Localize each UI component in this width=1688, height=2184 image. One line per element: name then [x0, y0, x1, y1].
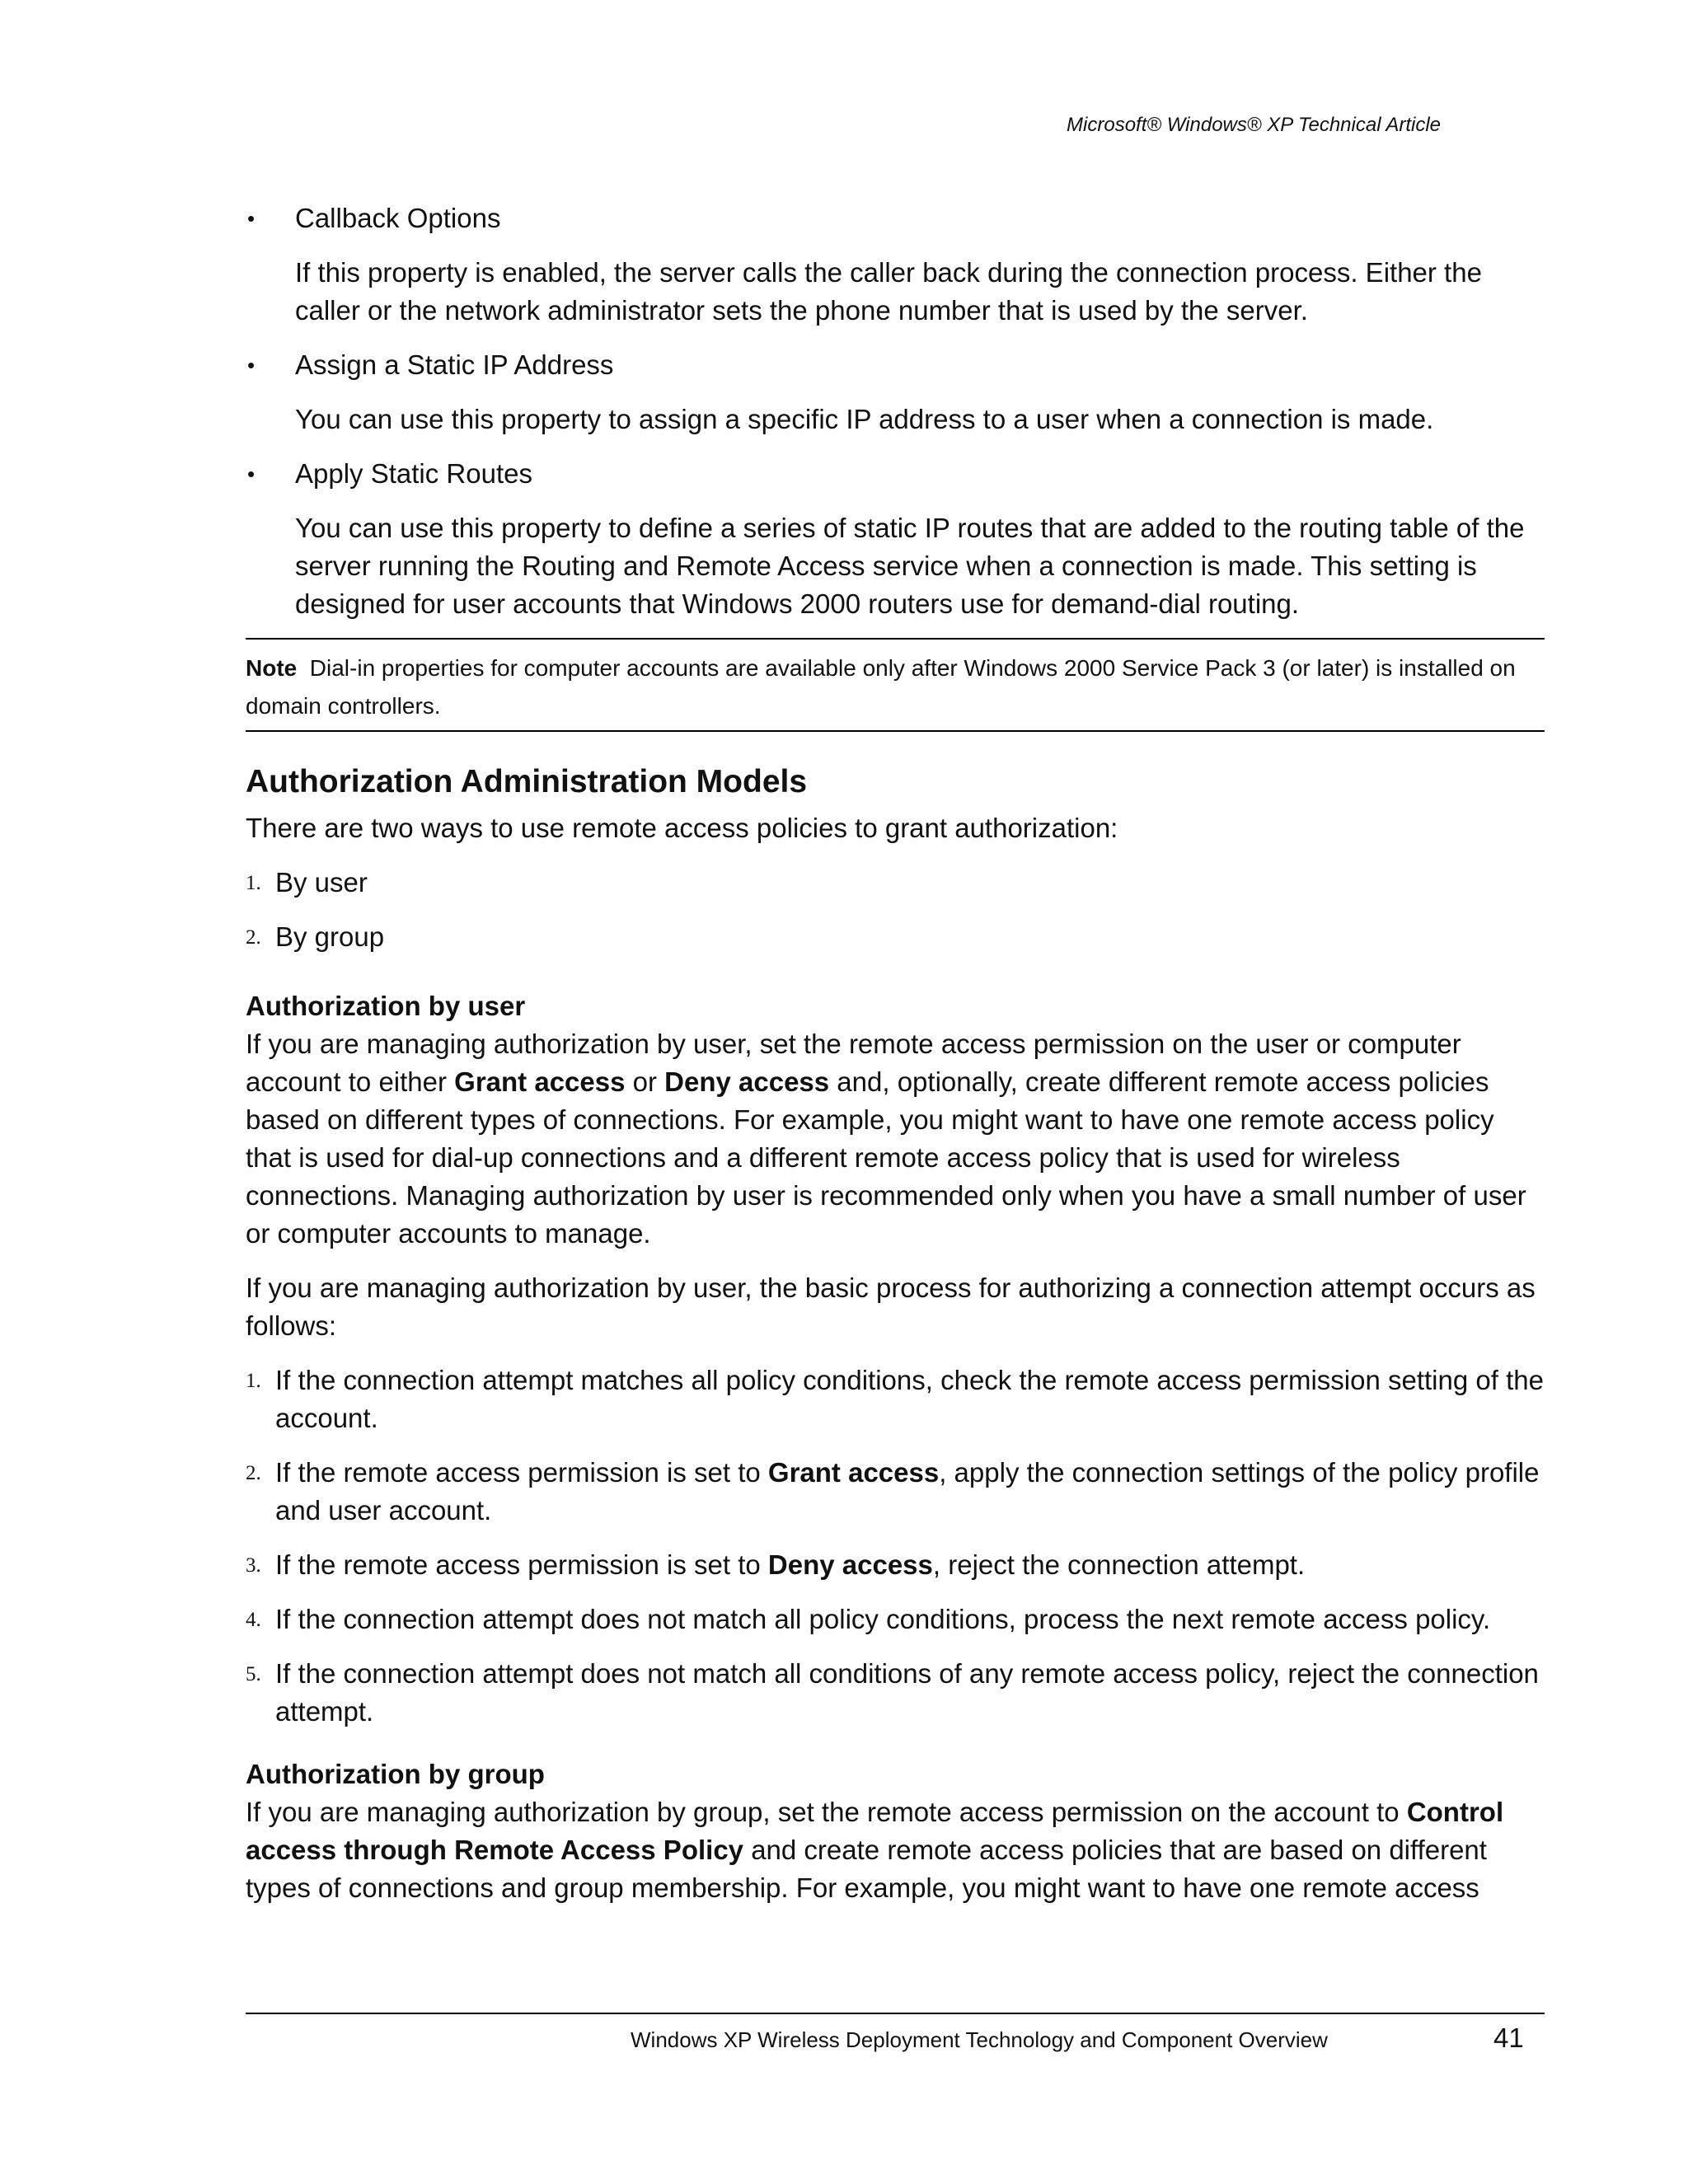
- property-bullet-list: [246, 199, 1545, 623]
- bullet-title: Apply Static Routes: [295, 458, 532, 489]
- subsection-heading-by-group: Authorization by group: [246, 1759, 545, 1789]
- bold-term: Grant access: [767, 1457, 940, 1488]
- ways-list: [246, 864, 1545, 956]
- text-run: If you are managing authorization by group, set the remote access permission on the account to: [246, 1797, 1407, 1827]
- footer-divider: [246, 2013, 1545, 2014]
- list-number: 4.: [246, 1609, 261, 1631]
- list-text: If the connection attempt matches all policy conditions, check the remote access permission setting of the account.: [275, 1365, 1544, 1433]
- page-number: 41: [1493, 2022, 1524, 2053]
- bullet-description: You can use this property to assign a specific IP address to a user when a connection is made.: [295, 404, 1434, 434]
- list-number: 2.: [246, 1462, 261, 1484]
- bullet-title: Assign a Static IP Address: [295, 349, 614, 380]
- subsection-heading-by-user: Authorization by user: [246, 991, 526, 1021]
- section-heading: Authorization Administration Models: [246, 764, 808, 799]
- footer-document-title: Windows XP Wireless Deployment Technology and Component Overview: [631, 2027, 1328, 2052]
- bullet-item: [246, 199, 1545, 237]
- bullet-description: If this property is enabled, the server calls the caller back during the connection process. Either the caller or the network administrator sets the phone number that is used by the server.: [295, 257, 1482, 326]
- text-run: or: [625, 1066, 665, 1097]
- note-box: [246, 638, 1545, 732]
- text-run: and create remote access policies that are based on different types of connections and group membership. For example, you might want to have one remote access: [246, 1835, 1487, 1903]
- list-item: [246, 1655, 1545, 1731]
- section-intro: There are two ways to use remote access policies to grant authorization:: [246, 813, 1118, 843]
- list-text: [275, 1549, 1305, 1580]
- by-group-paragraph: [246, 1793, 1545, 1907]
- bullet-description: You can use this property to define a series of static IP routes that are added to the routing table of the server running the Routing and Remote Access service when a connection is made. This setting is designed for user accounts that Windows 2000 routers use for demand-dial routing.: [295, 513, 1525, 619]
- bullet-title: Callback Options: [295, 203, 501, 233]
- list-text: By user: [275, 867, 368, 898]
- bullet-item: [246, 455, 1545, 493]
- list-number: 1.: [246, 1370, 261, 1392]
- list-number: 5.: [246, 1663, 261, 1685]
- list-number: 3.: [246, 1554, 261, 1577]
- list-item: [246, 864, 1545, 902]
- bold-term: Deny access: [767, 1549, 933, 1580]
- list-text: By group: [275, 921, 385, 952]
- note-text: Dial-in properties for computer accounts are available only after Windows 2000 Service Pack 3 (or later) is installed on domain controllers.: [246, 655, 1516, 719]
- text-run: If you are managing authorization by user, set the remote access permission on the user or computer account to either: [246, 1029, 1461, 1097]
- list-text: [275, 1457, 1540, 1526]
- text-run: , reject the connection attempt.: [932, 1549, 1306, 1580]
- bullet-item: [246, 346, 1545, 384]
- bold-term: Control access through Remote Access Policy: [246, 1797, 1504, 1865]
- by-user-paragraph: [246, 1025, 1545, 1253]
- list-text: If the connection attempt does not match all policy conditions, process the next remote access policy.: [275, 1604, 1491, 1634]
- list-number: 1.: [246, 872, 261, 894]
- list-item: [246, 918, 1545, 956]
- bullet-icon: •: [247, 353, 256, 377]
- bold-term: Grant access: [454, 1066, 626, 1097]
- list-text: If the connection attempt does not match all conditions of any remote access policy, reject the connection attempt.: [275, 1658, 1539, 1727]
- bold-term: Deny access: [664, 1066, 830, 1097]
- text-run: , apply the connection settings of the policy profile and user account.: [275, 1457, 1540, 1526]
- by-user-process-intro: If you are managing authorization by user, the basic process for authorizing a connection attempt occurs as follows:: [246, 1272, 1536, 1341]
- running-header: Microsoft® Windows® XP Technical Article: [1067, 114, 1441, 136]
- text-run: If the remote access permission is set to: [275, 1457, 768, 1488]
- bullet-icon: •: [247, 206, 256, 231]
- text-run: and, optionally, create different remote access policies based on different types of connections. For example, you might want to have one remote access policy that is used for dial-up connections and a different remote access policy that is used for wireless connections. Managing authorization by user is recommended only when you have a small number of user or computer accounts to manage.: [246, 1066, 1526, 1249]
- list-item: [246, 1546, 1545, 1584]
- text-run: If the remote access permission is set to: [275, 1549, 768, 1580]
- process-steps-list: [246, 1361, 1545, 1731]
- list-item: [246, 1601, 1545, 1638]
- list-number: 2.: [246, 926, 261, 949]
- list-item: [246, 1454, 1545, 1530]
- list-item: [246, 1361, 1545, 1437]
- note-label: Note: [246, 655, 298, 681]
- page-body: [246, 199, 1545, 1924]
- bullet-icon: •: [247, 462, 256, 486]
